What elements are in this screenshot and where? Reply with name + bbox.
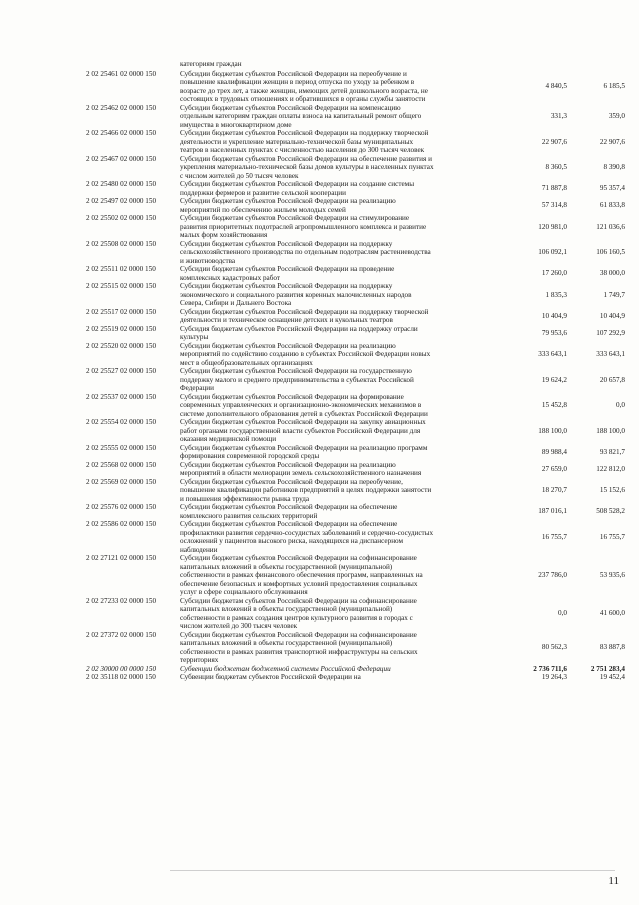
table-row [0,282,639,308]
value-2020-cell: 22 907,6 [541,137,567,146]
value-2020-cell: 237 786,0 [538,571,567,579]
name-cell: Субсидии бюджетам субъектов Российской Федерации на государственную поддержку малого и среднего предпринимательства в субъектах Российской Федерации [180,367,414,392]
table-row [0,393,639,419]
page-number: 11 [608,875,619,887]
code-cell: 2 02 27372 02 0000 150 [86,630,157,639]
code-cell: 2 02 25554 02 0000 150 [86,418,157,426]
value-2021-cell: 83 887,8 [599,643,625,652]
table-row [0,265,639,282]
table-row [0,554,639,597]
value-2021-cell: 106 160,5 [596,248,625,256]
value-2020-cell: 8 360,5 [545,163,567,171]
value-2020-cell: 120 981,0 [538,222,567,231]
name-cell: Субсидии бюджетам субъектов Российской Федерации на формирование современных управленческих и организационно-экономических механизмов в системе дополнительного образования детей в субъектах Российской Федерации [180,392,428,418]
name-cell: Субсидии бюджетам субъектов Российской Федерации на реализацию мероприятий в области мелиорации земель сельскохозяйственного назначения [180,460,422,477]
name-cell: Субсидии бюджетам субъектов Российской Федерации на поддержку сельскохозяйственного производства по отдельным подотраслям растениеводства и животноводства [180,239,431,265]
name-cell: Субсидии бюджетам субъектов Российской Федерации на переобучение, повышение квалификации работников предприятий в целях поддержки занятости и повышения эффективности рынка труда [180,477,432,503]
table-row [0,129,639,155]
table-row [0,478,639,504]
table-row [0,631,639,665]
table-row [0,197,639,214]
code-cell: 2 02 25497 02 0000 150 [86,197,157,205]
name-cell: Субвенции бюджетам бюджетной системы Российской Федерации [180,664,391,673]
table-row [0,520,639,554]
code-cell [86,60,180,69]
value-2021-cell: 359,0 [608,112,625,120]
value-2020-cell: 1 835,3 [545,290,567,299]
code-cell: 2 02 25517 02 0000 150 [86,307,157,316]
table-row [0,325,639,342]
table-row-total [0,665,639,674]
code-cell: 2 02 25466 02 0000 150 [86,129,157,137]
code-cell: 2 02 25555 02 0000 150 [86,443,157,452]
name-cell: Субсидии бюджетам субъектов Российской Федерации на проведение комплексных кадастровых работ [180,265,395,282]
value-2020-cell: 187 016,1 [538,507,567,516]
name-cell: Субсидии бюджетам субъектов Российской Федерации на создание системы поддержки фермеров и развитие сельской кооперации [180,180,415,197]
value-2021-cell: 508 528,2 [596,507,625,516]
value-2021-cell: 8 390,8 [603,163,625,171]
code-cell: 2 02 25576 02 0000 150 [86,503,157,511]
name-cell: Субсидии бюджетам субъектов Российской Федерации на софинансирование капитальных вложений в объекты государственной (муниципальной) собственности в рамках развития транспортной инфраструктуры на сельских территориях [180,630,418,664]
name-cell: Субсидии бюджетам субъектов Российской Федерации на поддержку экономического и социального развития коренных малочисленных народов Севера, Сибири и Дальнего Востока [180,282,412,307]
name-cell: Субсидии бюджетам субъектов Российской Федерации на поддержку творческой деятельности и укрепление материально-технической базы муниципальных театров в населенных пунктах с численностью населения до 300 тысяч человек [180,129,429,154]
code-cell: 2 02 25586 02 0000 150 [86,520,157,528]
value-2021-cell: 122 812,0 [596,464,625,473]
table-row [0,342,639,368]
value-2020-cell: 89 988,4 [541,447,567,456]
value-2021-cell: 95 357,4 [599,184,625,193]
name-cell: Субсидии бюджетам субъектов Российской Федерации на софинансирование капитальных вложений в объекты государственной (муниципальной) собственности в рамках создания центров культурного развития в городах с числом жителей до 300 тысяч человек [180,596,417,630]
name-cell: Субсидии бюджетам субъектов Российской Федерации на поддержку творческой деятельности и техническое оснащение детских и кукольных театров [180,307,429,324]
value-2020-cell: 79 953,6 [541,328,567,337]
table-row [0,367,639,393]
table-row [0,104,639,130]
value-2020-cell: 333 643,1 [538,350,567,358]
table-row [0,673,639,682]
table-row [0,444,639,461]
code-cell: 2 02 27121 02 0000 150 [86,554,157,562]
code-cell: 2 02 30000 00 0000 150 [86,664,157,673]
budget-table [0,60,639,682]
value-2021-cell: 53 935,6 [599,571,625,579]
name-cell: Субсидии бюджетам субъектов Российской Федерации на стимулирование развития приоритетных подотраслей агропромышленного комплекса и развитие малых форм хозяйствования [180,214,427,239]
value-2021-cell: 107 292,9 [596,328,625,337]
value-2021-cell: 22 907,6 [599,137,625,146]
footer-rule [170,870,615,871]
table-row [0,418,639,444]
value-2021-cell: 19 452,4 [599,673,625,681]
table-row [0,461,639,478]
name-cell: Субсидия бюджетам субъектов Российской Федерации на поддержку отрасли культуры [180,324,418,341]
table-row [0,155,639,181]
code-cell: 2 02 25568 02 0000 150 [86,460,157,469]
value-2021-cell: 10 404,9 [599,311,625,320]
value-2021-cell: 93 821,7 [599,447,625,456]
table-row [0,180,639,197]
value-2021-cell: 15 152,6 [599,486,625,494]
code-cell: 2 02 35118 02 0000 150 [86,673,156,681]
code-cell: 2 02 25480 02 0000 150 [86,180,157,188]
name-cell: Субсидии бюджетам субъектов Российской Федерации на обеспечение профилактики развития сердечно-сосудистых заболеваний и сердечно-сосудистых осложнений у пациентов высокого риска, находящихся на диспансерном наблюдении [180,520,434,554]
table-row [0,70,639,104]
name-cell: Субсидии бюджетам субъектов Российской Федерации на компенсацию отдельным категориям граждан оплаты взноса на капитальный ремонт общего имущества в многоквартирном доме [180,103,422,129]
name-cell: категориям граждан [180,60,242,68]
value-2020-cell: 71 887,8 [541,184,567,193]
code-cell: 2 02 25462 02 0000 150 [86,103,157,112]
value-2020-cell: 19 624,2 [541,375,567,384]
code-cell: 2 02 27233 02 0000 150 [86,596,157,605]
code-cell: 2 02 25527 02 0000 150 [86,367,157,375]
value-2020-cell: 0,0 [558,609,567,618]
value-2020-cell: 106 092,1 [538,248,567,256]
value-2021-cell: 0,0 [616,401,625,409]
table-row [0,308,639,325]
value-2021-cell: 20 657,8 [599,375,625,384]
code-cell: 2 02 25537 02 0000 150 [86,392,157,401]
name-cell: Субсидии бюджетам субъектов Российской Федерации на реализацию программ формирования современной городской среды [180,443,428,460]
table-row [0,240,639,266]
table-row [0,503,639,520]
value-2020-cell: 188 100,0 [538,426,567,435]
name-cell: Субсидии бюджетам субъектов Российской Федерации на переобучение и повышение квалификации женщин в период отпуска по уходу за ребенком в возрасте до трех лет, а также женщин, имеющих детей дошкольного возраста, не состоящих в трудовых отношениях и обратившихся в органы службы занятости [180,69,428,103]
value-2020-cell: 17 260,0 [541,269,567,278]
table-row [0,597,639,631]
name-cell: Субсидии бюджетам субъектов Российской Федерации на софинансирование капитальных вложений в объекты государственной (муниципальной) собственности в рамках финансового обеспечения программ, направленных на обеспечение безопасных и комфортных условий предоставления социальных услуг в сфере социального обслуживания [180,554,423,596]
value-2021-cell: 333 643,1 [596,350,625,358]
table-row [0,214,639,240]
code-cell: 2 02 25520 02 0000 150 [86,341,157,350]
value-2020-cell: 331,3 [550,112,567,120]
code-cell: 2 02 25508 02 0000 150 [86,239,157,248]
value-2020-cell: 19 264,3 [541,673,567,681]
value-2020-cell: 15 452,8 [541,401,567,409]
code-cell: 2 02 25467 02 0000 150 [86,154,157,163]
value-2021-cell: 16 755,7 [599,532,625,541]
code-cell: 2 02 25461 02 0000 150 [86,69,157,78]
value-2021-cell: 41 600,0 [599,609,625,618]
value-2020-cell: 10 404,9 [541,311,567,320]
value-2020-cell: 2 736 711,6 [533,664,567,673]
name-cell: Субвенции бюджетам субъектов Российской Федерации на [180,673,361,681]
code-cell: 2 02 25519 02 0000 150 [86,324,157,333]
value-2020-cell: 80 562,3 [541,643,567,652]
code-cell: 2 02 25569 02 0000 150 [86,477,157,486]
value-2020-cell: 27 659,0 [541,464,567,473]
name-cell: Субсидии бюджетам субъектов Российской Федерации на закупку авиационных работ органами государственной власти субъектов Российской Федерации для оказания медицинской помощи [180,418,426,443]
name-cell: Субсидии бюджетам субъектов Российской Федерации на обеспечение развития и укрепления материально-технической базы домов культуры в населенных пунктах с числом жителей до 50 тысяч человек [180,154,434,180]
value-2021-cell: 1 749,7 [603,290,625,299]
value-2021-cell: 38 000,0 [599,269,625,278]
value-2020-cell: 57 314,8 [541,201,567,210]
value-2021-cell: 121 036,6 [596,222,625,231]
value-2021-cell: 188 100,0 [596,426,625,435]
code-cell: 2 02 25511 02 0000 150 [86,265,156,273]
value-2021-cell: 6 185,5 [603,82,625,91]
continuation-row [0,60,639,69]
value-2021-cell: 61 833,8 [599,201,625,210]
value-2020-cell: 18 270,7 [541,486,567,494]
name-cell: Субсидии бюджетам субъектов Российской Федерации на реализацию мероприятий по обеспечению жильем молодых семей [180,197,396,214]
name-cell: Субсидии бюджетам субъектов Российской Федерации на обеспечение комплексного развития сельских территорий [180,503,398,520]
value-2020-cell: 4 840,5 [545,82,567,91]
code-cell: 2 02 25502 02 0000 150 [86,214,157,222]
value-2020-cell: 16 755,7 [541,532,567,541]
code-cell: 2 02 25515 02 0000 150 [86,282,157,290]
value-2021-cell: 2 751 283,4 [590,664,625,673]
name-cell: Субсидии бюджетам субъектов Российской Федерации на реализацию мероприятий по содействию созданию в субъектах Российской Федерации новых мест в общеобразовательных организациях [180,341,431,367]
